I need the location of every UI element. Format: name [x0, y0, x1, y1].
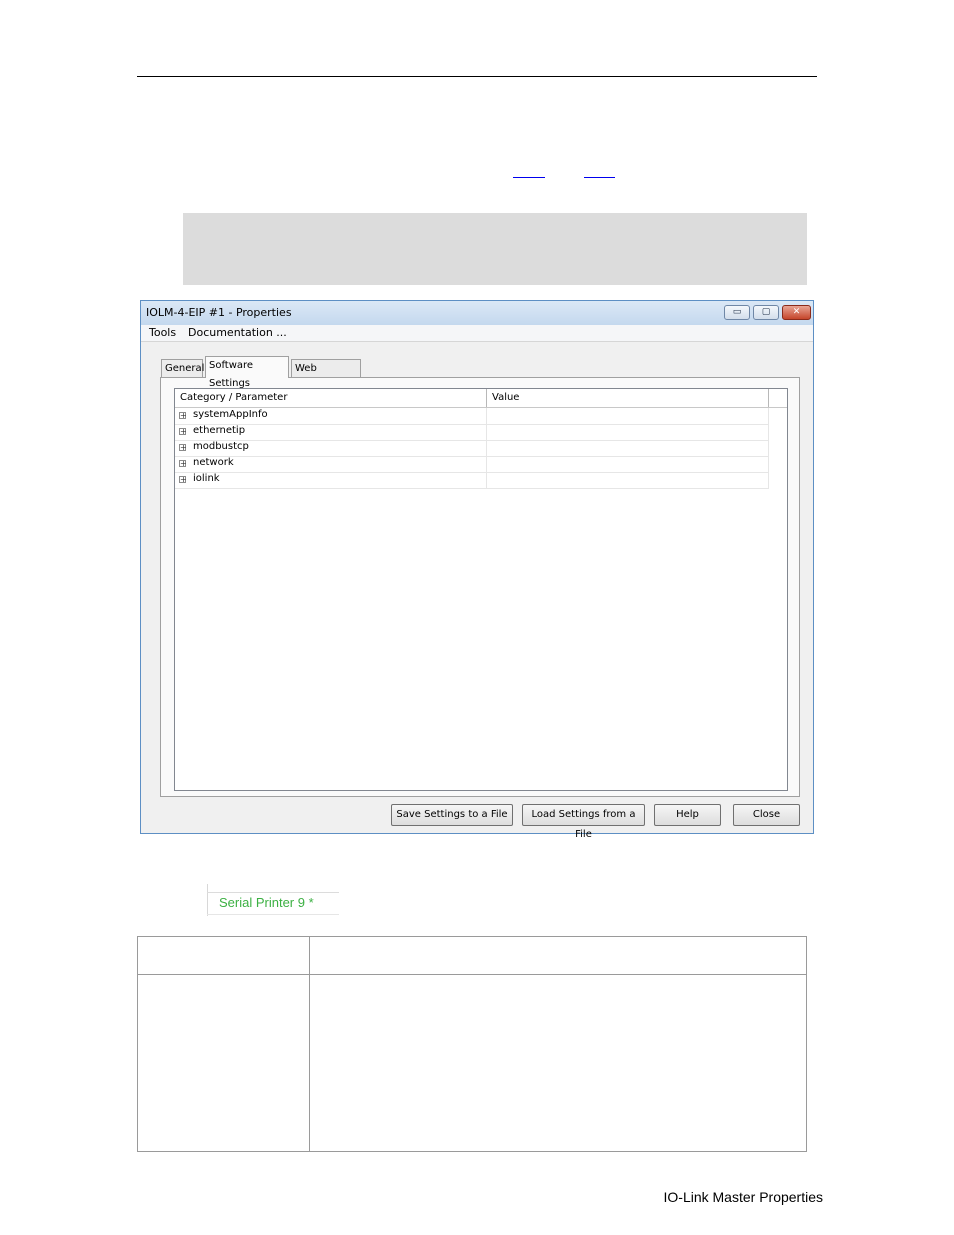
load-settings-button[interactable]: Load Settings from a File [522, 804, 645, 826]
dialog-title: IOLM-4-EIP #1 - Properties [146, 306, 292, 319]
cell-divider [768, 440, 769, 456]
empty-table [137, 936, 807, 1152]
save-settings-button[interactable]: Save Settings to a File [391, 804, 513, 826]
chip-border [207, 884, 208, 916]
grid-row-network[interactable] [175, 456, 769, 473]
note-box [183, 213, 807, 285]
menu-tools[interactable]: Tools [149, 326, 177, 339]
cell-divider [768, 456, 769, 472]
row-label: systemAppInfo [193, 409, 268, 420]
table-column-divider [309, 937, 310, 1151]
link-underline-1[interactable] [513, 177, 545, 178]
cell-divider [768, 472, 769, 488]
serial-printer-label: Serial Printer 9 * [219, 895, 314, 910]
row-label: modbustcp [193, 441, 249, 452]
cell-divider [768, 424, 769, 440]
menu-documentation[interactable]: Documentation ... [188, 326, 287, 339]
grid-row-iolink[interactable] [175, 472, 769, 489]
expand-icon[interactable]: + [180, 427, 187, 436]
cell-divider [486, 456, 487, 472]
maximize-button[interactable]: ▢ [753, 305, 779, 320]
cell-divider [486, 424, 487, 440]
page-footer: IO-Link Master Properties [663, 1189, 823, 1205]
cell-divider [486, 408, 487, 424]
expand-icon[interactable]: + [180, 459, 187, 468]
menu-bar [141, 325, 813, 342]
cell-divider [486, 440, 487, 456]
chip-border [207, 914, 339, 915]
table-header-divider [138, 974, 806, 975]
close-button[interactable]: Close [733, 804, 800, 826]
help-button[interactable]: Help [654, 804, 721, 826]
minimize-button[interactable]: ▭ [724, 305, 750, 320]
tab-general[interactable]: General [161, 359, 203, 377]
grid-row-modbustcp[interactable] [175, 440, 769, 457]
grid-header [175, 389, 787, 408]
column-header-value[interactable]: Value [492, 392, 520, 403]
tab-software-settings[interactable]: Software Settings [205, 356, 289, 378]
cell-divider [486, 472, 487, 488]
properties-dialog [140, 300, 814, 840]
chip-border [207, 892, 339, 893]
column-separator[interactable] [768, 389, 769, 407]
expand-icon[interactable]: + [180, 443, 187, 452]
row-label: ethernetip [193, 425, 246, 436]
link-underline-2[interactable] [584, 177, 615, 178]
column-header-category[interactable]: Category / Parameter [180, 392, 288, 403]
grid-row-ethernetip[interactable] [175, 424, 769, 441]
serial-printer-tab [207, 884, 340, 916]
tab-web-interface[interactable]: Web [291, 359, 361, 377]
title-bar [141, 301, 813, 325]
settings-grid [174, 388, 788, 791]
expand-icon[interactable]: + [180, 411, 187, 420]
grid-row-systemappinfo[interactable] [175, 408, 769, 425]
cell-divider [768, 408, 769, 424]
row-label: network [193, 457, 234, 468]
expand-icon[interactable]: + [180, 475, 187, 484]
close-window-button[interactable]: ✕ [782, 305, 811, 320]
top-rule [137, 76, 817, 77]
row-label: iolink [193, 473, 220, 484]
